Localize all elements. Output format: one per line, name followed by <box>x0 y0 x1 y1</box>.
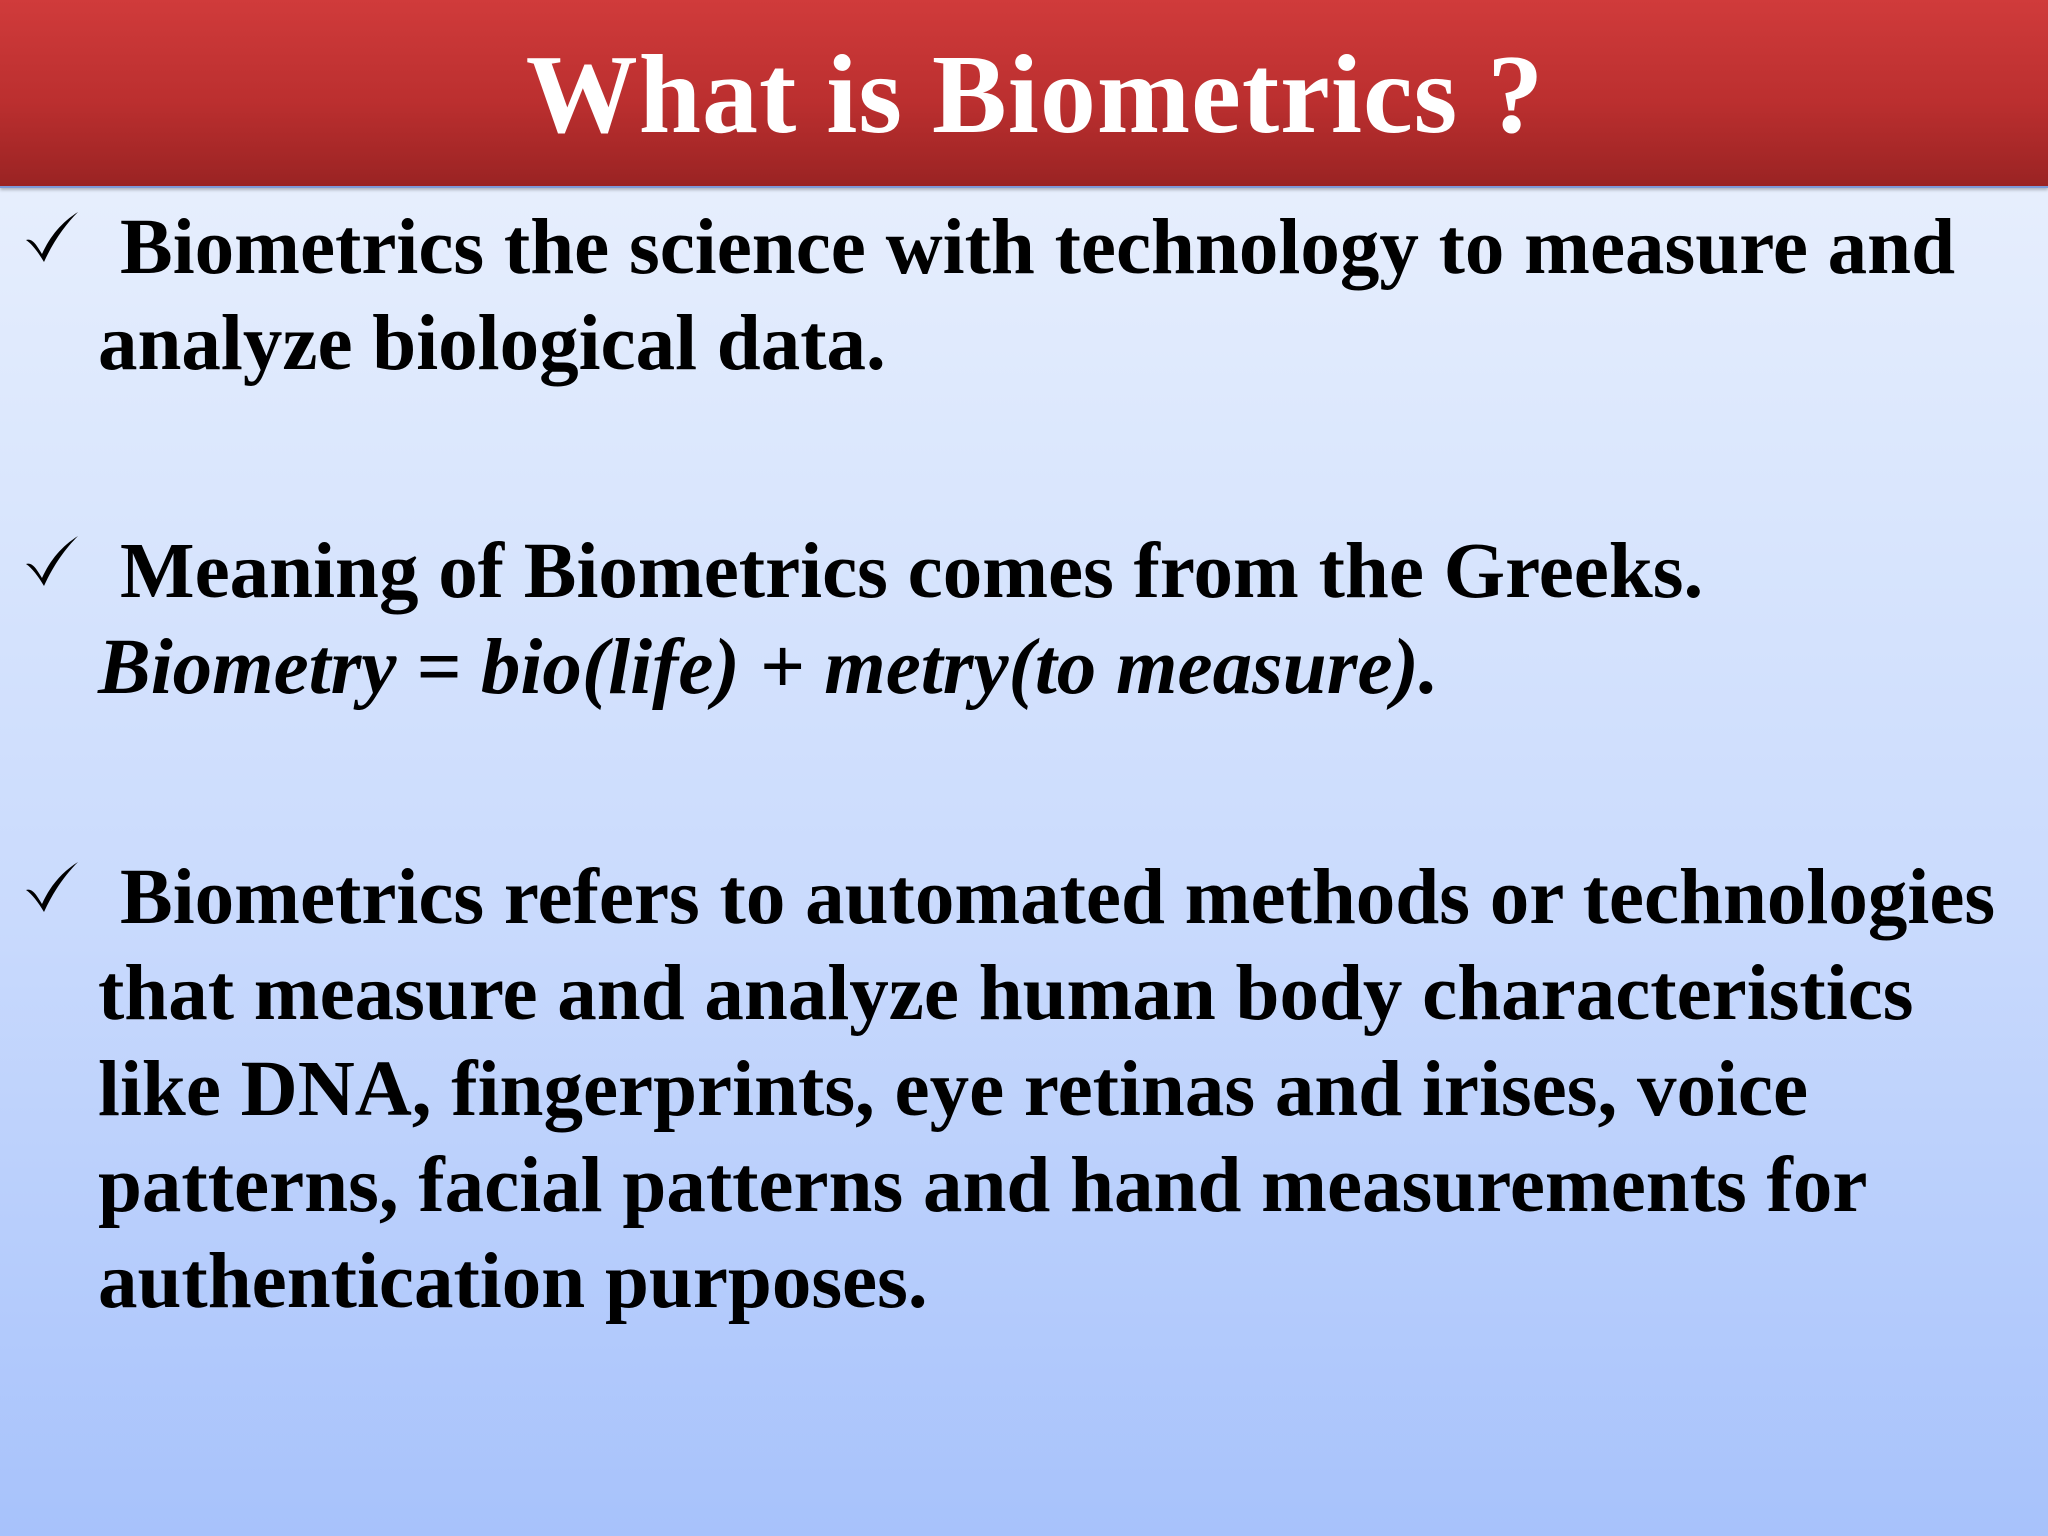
bullet-line: authentication purposes. <box>98 1238 928 1325</box>
checkmark-icon <box>22 210 82 266</box>
etymology-line: Biometry = bio(life) + metry(to measure). <box>98 624 1439 711</box>
bullet-line: like DNA, fingerprints, eye retinas and irises, voice <box>98 1046 1809 1133</box>
bullet-text <box>98 524 2028 716</box>
bullet-line: Biometrics the science with technology to measure and <box>120 204 1956 291</box>
bullet-text <box>98 850 2028 1330</box>
checkmark-icon <box>22 860 82 916</box>
bullet-text <box>98 200 2028 392</box>
slide-title: What is Biometrics ? <box>525 33 1545 157</box>
bullet-line: analyze biological data. <box>98 300 886 387</box>
checkmark-icon <box>22 534 82 590</box>
bullet-line: patterns, facial patterns and hand measurements for <box>98 1142 1868 1229</box>
title-bar <box>0 0 2048 188</box>
bullet-line: Biometrics refers to automated methods or technologies <box>120 854 1996 941</box>
bullet-line: that measure and analyze human body characteristics <box>98 950 1914 1037</box>
bullet-line: Meaning of Biometrics comes from the Greeks. <box>120 528 1704 615</box>
